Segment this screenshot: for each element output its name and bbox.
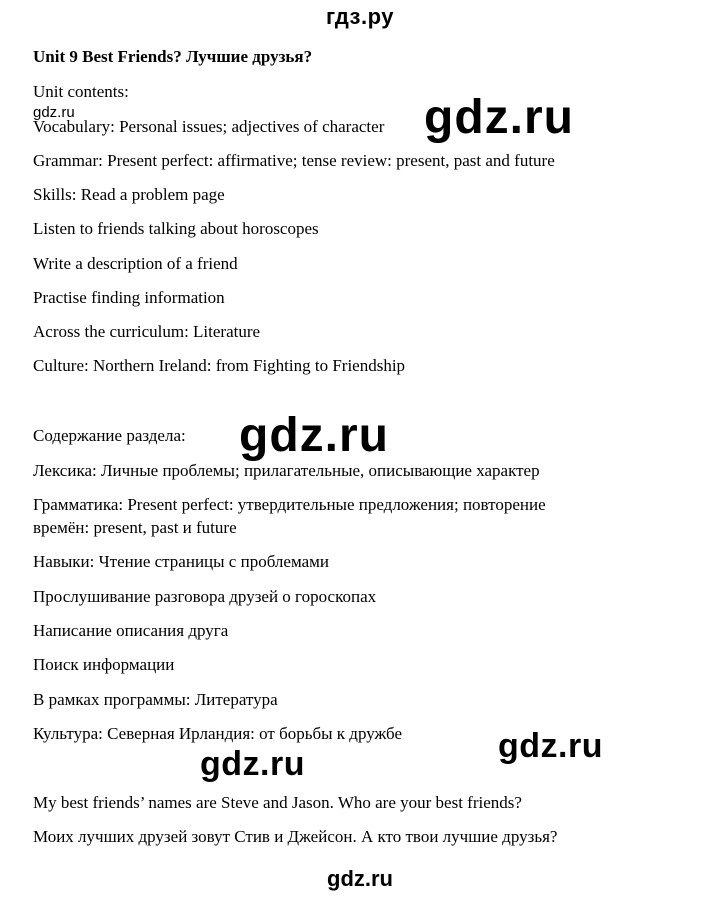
russian-line-grammar: Грамматика: Present perfect: утвердительные предложения; повторение — [33, 495, 546, 514]
english-line-skills: Skills: Read a problem page — [33, 185, 225, 204]
russian-line-grammar-cont: времён: present, past и future — [33, 518, 237, 537]
russian-line-culture: Культура: Северная Ирландия: от борьбы к дружбе — [33, 724, 403, 743]
closing-english: My best friends’ names are Steve and Jason. Who are your best friends? — [33, 793, 522, 812]
english-line-write: Write a description of a friend — [33, 254, 238, 273]
english-line-grammar: Grammar: Present perfect: affirmative; tense review: present, past and future — [33, 151, 555, 170]
russian-line-listen: Прослушивание разговора друзей о гороскопах — [33, 587, 377, 606]
site-header: гдз.ру — [326, 4, 394, 29]
page-title: Unit 9 Best Friends? Лучшие друзья? — [33, 47, 313, 66]
russian-line-write: Написание описания друга — [33, 621, 229, 640]
english-line-culture: Culture: Northern Ireland: from Fighting to Friendship — [33, 356, 406, 375]
unit-contents-heading: Unit contents: — [33, 82, 129, 101]
russian-line-curriculum: В рамках программы: Литература — [33, 690, 278, 709]
english-line-listen: Listen to friends talking about horoscopes — [33, 219, 319, 238]
footer-watermark: gdz.ru — [327, 866, 393, 891]
english-line-practise: Practise finding information — [33, 288, 225, 307]
russian-line-skills: Навыки: Чтение страницы с проблемами — [33, 552, 329, 571]
english-line-vocabulary: Vocabulary: Personal issues; adjectives of character — [33, 117, 385, 136]
russian-line-info: Поиск информации — [33, 655, 175, 674]
watermark-big-2: gdz.ru — [239, 409, 389, 462]
watermark-medium-2: gdz.ru — [200, 745, 305, 783]
english-line-curriculum: Across the curriculum: Literature — [33, 322, 261, 341]
russian-line-lexika: Лексика: Личные проблемы; прилагательные, описывающие характер — [33, 461, 540, 480]
closing-russian: Моих лучших друзей зовут Стив и Джейсон. А кто твои лучшие друзья? — [33, 827, 558, 846]
watermark-big-1: gdz.ru — [424, 91, 574, 144]
small-watermark: gdz.ru — [33, 104, 75, 121]
russian-heading: Содержание раздела: — [33, 426, 186, 445]
watermark-medium-1: gdz.ru — [498, 727, 603, 765]
